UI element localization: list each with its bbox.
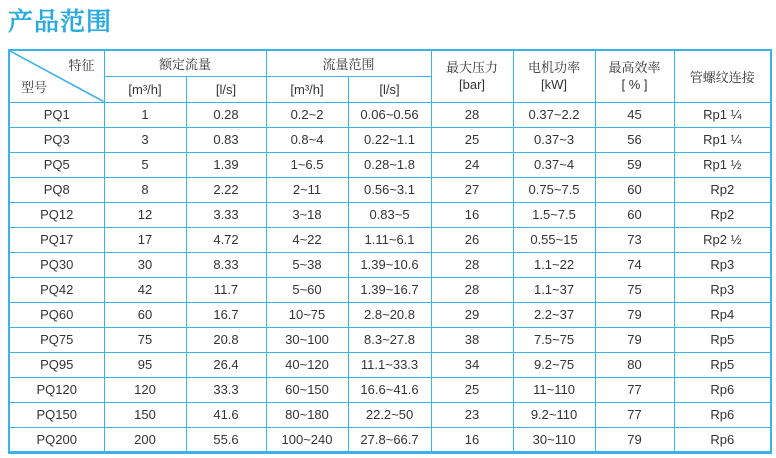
model-cell: PQ95: [9, 352, 104, 377]
value-cell: Rp6: [674, 402, 771, 427]
value-cell: 74: [595, 252, 674, 277]
value-cell: 79: [595, 327, 674, 352]
header-max-pressure-unit: [bar]: [459, 77, 486, 93]
value-cell: 1.11~6.1: [348, 227, 431, 252]
corner-model-label: 型号: [21, 79, 48, 95]
value-cell: 17: [104, 227, 186, 252]
table-row: [9, 202, 771, 227]
value-cell: 60~150: [266, 377, 348, 402]
value-cell: 30~100: [266, 327, 348, 352]
value-cell: 60: [595, 202, 674, 227]
table-row: [9, 402, 771, 427]
value-cell: 27.8~66.7: [348, 427, 431, 452]
value-cell: Rp6: [674, 427, 771, 452]
value-cell: 56: [595, 127, 674, 152]
value-cell: 8.3~27.8: [348, 327, 431, 352]
value-cell: 80~180: [266, 402, 348, 427]
value-cell: 10~75: [266, 302, 348, 327]
value-cell: 79: [595, 427, 674, 452]
value-cell: 42: [104, 277, 186, 302]
value-cell: 59: [595, 152, 674, 177]
header-max-efficiency-label: 最高效率: [608, 60, 661, 76]
value-cell: 41.6: [186, 402, 266, 427]
value-cell: 11.1~33.3: [348, 352, 431, 377]
table-body: [9, 102, 771, 452]
value-cell: 75: [595, 277, 674, 302]
header-max-pressure-label: 最大压力: [446, 60, 499, 76]
table-row: [9, 302, 771, 327]
value-cell: 0.8~4: [266, 127, 348, 152]
value-cell: 0.83: [186, 127, 266, 152]
model-cell: PQ30: [9, 252, 104, 277]
value-cell: 1~6.5: [266, 152, 348, 177]
value-cell: 26.4: [186, 352, 266, 377]
value-cell: 9.2~110: [513, 402, 595, 427]
value-cell: 73: [595, 227, 674, 252]
model-cell: PQ42: [9, 277, 104, 302]
value-cell: 1.39~16.7: [348, 277, 431, 302]
value-cell: Rp2 ½: [674, 227, 771, 252]
model-cell: PQ17: [9, 227, 104, 252]
value-cell: 0.28~1.8: [348, 152, 431, 177]
value-cell: 3~18: [266, 202, 348, 227]
value-cell: 25: [431, 127, 513, 152]
value-cell: 3.33: [186, 202, 266, 227]
value-cell: 16: [431, 427, 513, 452]
table-row: [9, 177, 771, 202]
header-row-groups: [9, 50, 771, 76]
value-cell: 0.37~3: [513, 127, 595, 152]
value-cell: 75: [104, 327, 186, 352]
value-cell: 45: [595, 102, 674, 127]
value-cell: 34: [431, 352, 513, 377]
value-cell: 60: [104, 302, 186, 327]
unit-header-range-ls: [l/s]: [348, 76, 431, 102]
value-cell: Rp2: [674, 177, 771, 202]
value-cell: 0.56~3.1: [348, 177, 431, 202]
value-cell: 100~240: [266, 427, 348, 452]
value-cell: 28: [431, 252, 513, 277]
value-cell: 9.2~75: [513, 352, 595, 377]
value-cell: 1.39: [186, 152, 266, 177]
value-cell: 26: [431, 227, 513, 252]
value-cell: 0.83~5: [348, 202, 431, 227]
value-cell: 33.3: [186, 377, 266, 402]
header-max-pressure: [431, 50, 513, 102]
value-cell: Rp3: [674, 277, 771, 302]
value-cell: 1.39~10.6: [348, 252, 431, 277]
value-cell: 150: [104, 402, 186, 427]
table-row: [9, 127, 771, 152]
table-header: [9, 50, 771, 102]
group-header-rated-flow: 额定流量: [104, 50, 266, 76]
corner-header-cell: [9, 50, 104, 102]
value-cell: 5: [104, 152, 186, 177]
value-cell: 0.2~2: [266, 102, 348, 127]
value-cell: Rp1 ¼: [674, 102, 771, 127]
corner-feature-label: 特征: [68, 58, 95, 73]
value-cell: 0.37~4: [513, 152, 595, 177]
value-cell: Rp6: [674, 377, 771, 402]
value-cell: 80: [595, 352, 674, 377]
table-row: [9, 327, 771, 352]
value-cell: 30: [104, 252, 186, 277]
model-cell: PQ3: [9, 127, 104, 152]
model-cell: PQ75: [9, 327, 104, 352]
header-motor-power-label: 电机功率: [528, 60, 581, 76]
value-cell: 38: [431, 327, 513, 352]
value-cell: 24: [431, 152, 513, 177]
model-cell: PQ60: [9, 302, 104, 327]
value-cell: 4.72: [186, 227, 266, 252]
value-cell: 2.22: [186, 177, 266, 202]
value-cell: 79: [595, 302, 674, 327]
model-cell: PQ12: [9, 202, 104, 227]
model-cell: PQ1: [9, 102, 104, 127]
value-cell: Rp2: [674, 202, 771, 227]
value-cell: 11~110: [513, 377, 595, 402]
value-cell: 95: [104, 352, 186, 377]
value-cell: 16: [431, 202, 513, 227]
header-pipe-thread: 管螺纹连接: [674, 50, 771, 102]
value-cell: Rp5: [674, 352, 771, 377]
value-cell: 1.1~22: [513, 252, 595, 277]
value-cell: 7.5~75: [513, 327, 595, 352]
value-cell: 16.7: [186, 302, 266, 327]
value-cell: 0.22~1.1: [348, 127, 431, 152]
value-cell: 25: [431, 377, 513, 402]
value-cell: 28: [431, 277, 513, 302]
table-row: [9, 427, 771, 452]
value-cell: 120: [104, 377, 186, 402]
unit-header-rated-m3h: [m³/h]: [104, 76, 186, 102]
unit-header-range-m3h: [m³/h]: [266, 76, 348, 102]
value-cell: 0.75~7.5: [513, 177, 595, 202]
table-row: [9, 227, 771, 252]
value-cell: 20.8: [186, 327, 266, 352]
group-header-flow-range: 流量范围: [266, 50, 431, 76]
value-cell: 28: [431, 102, 513, 127]
value-cell: 16.6~41.6: [348, 377, 431, 402]
value-cell: 1.5~7.5: [513, 202, 595, 227]
value-cell: Rp1 ¼: [674, 127, 771, 152]
value-cell: 5~38: [266, 252, 348, 277]
value-cell: Rp4: [674, 302, 771, 327]
header-motor-power-unit: [kW]: [541, 77, 568, 93]
model-cell: PQ120: [9, 377, 104, 402]
table-row: [9, 252, 771, 277]
value-cell: 40~120: [266, 352, 348, 377]
value-cell: 2.2~37: [513, 302, 595, 327]
value-cell: 29: [431, 302, 513, 327]
table-row: [9, 277, 771, 302]
model-cell: PQ150: [9, 402, 104, 427]
header-max-efficiency-unit: [ % ]: [621, 77, 648, 93]
value-cell: 3: [104, 127, 186, 152]
model-cell: PQ8: [9, 177, 104, 202]
value-cell: Rp3: [674, 252, 771, 277]
value-cell: 55.6: [186, 427, 266, 452]
value-cell: 30~110: [513, 427, 595, 452]
value-cell: 8: [104, 177, 186, 202]
value-cell: 0.06~0.56: [348, 102, 431, 127]
value-cell: 8.33: [186, 252, 266, 277]
table-row: [9, 377, 771, 402]
value-cell: 11.7: [186, 277, 266, 302]
value-cell: 60: [595, 177, 674, 202]
value-cell: Rp1 ½: [674, 152, 771, 177]
table-row: [9, 152, 771, 177]
table-row: [9, 352, 771, 377]
model-cell: PQ5: [9, 152, 104, 177]
value-cell: 0.37~2.2: [513, 102, 595, 127]
header-max-efficiency: [595, 50, 674, 102]
table-row: [9, 102, 771, 127]
value-cell: Rp5: [674, 327, 771, 352]
value-cell: 23: [431, 402, 513, 427]
value-cell: 22.2~50: [348, 402, 431, 427]
value-cell: 200: [104, 427, 186, 452]
header-motor-power: [513, 50, 595, 102]
value-cell: 12: [104, 202, 186, 227]
value-cell: 2.8~20.8: [348, 302, 431, 327]
page-title: 产品范围: [8, 8, 113, 36]
value-cell: 27: [431, 177, 513, 202]
value-cell: 0.28: [186, 102, 266, 127]
value-cell: 77: [595, 402, 674, 427]
value-cell: 77: [595, 377, 674, 402]
model-cell: PQ200: [9, 427, 104, 452]
value-cell: 1.1~37: [513, 277, 595, 302]
value-cell: 0.55~15: [513, 227, 595, 252]
value-cell: 4~22: [266, 227, 348, 252]
value-cell: 5~60: [266, 277, 348, 302]
value-cell: 2~11: [266, 177, 348, 202]
unit-header-rated-ls: [l/s]: [186, 76, 266, 102]
product-range-table: [8, 49, 772, 454]
value-cell: 1: [104, 102, 186, 127]
